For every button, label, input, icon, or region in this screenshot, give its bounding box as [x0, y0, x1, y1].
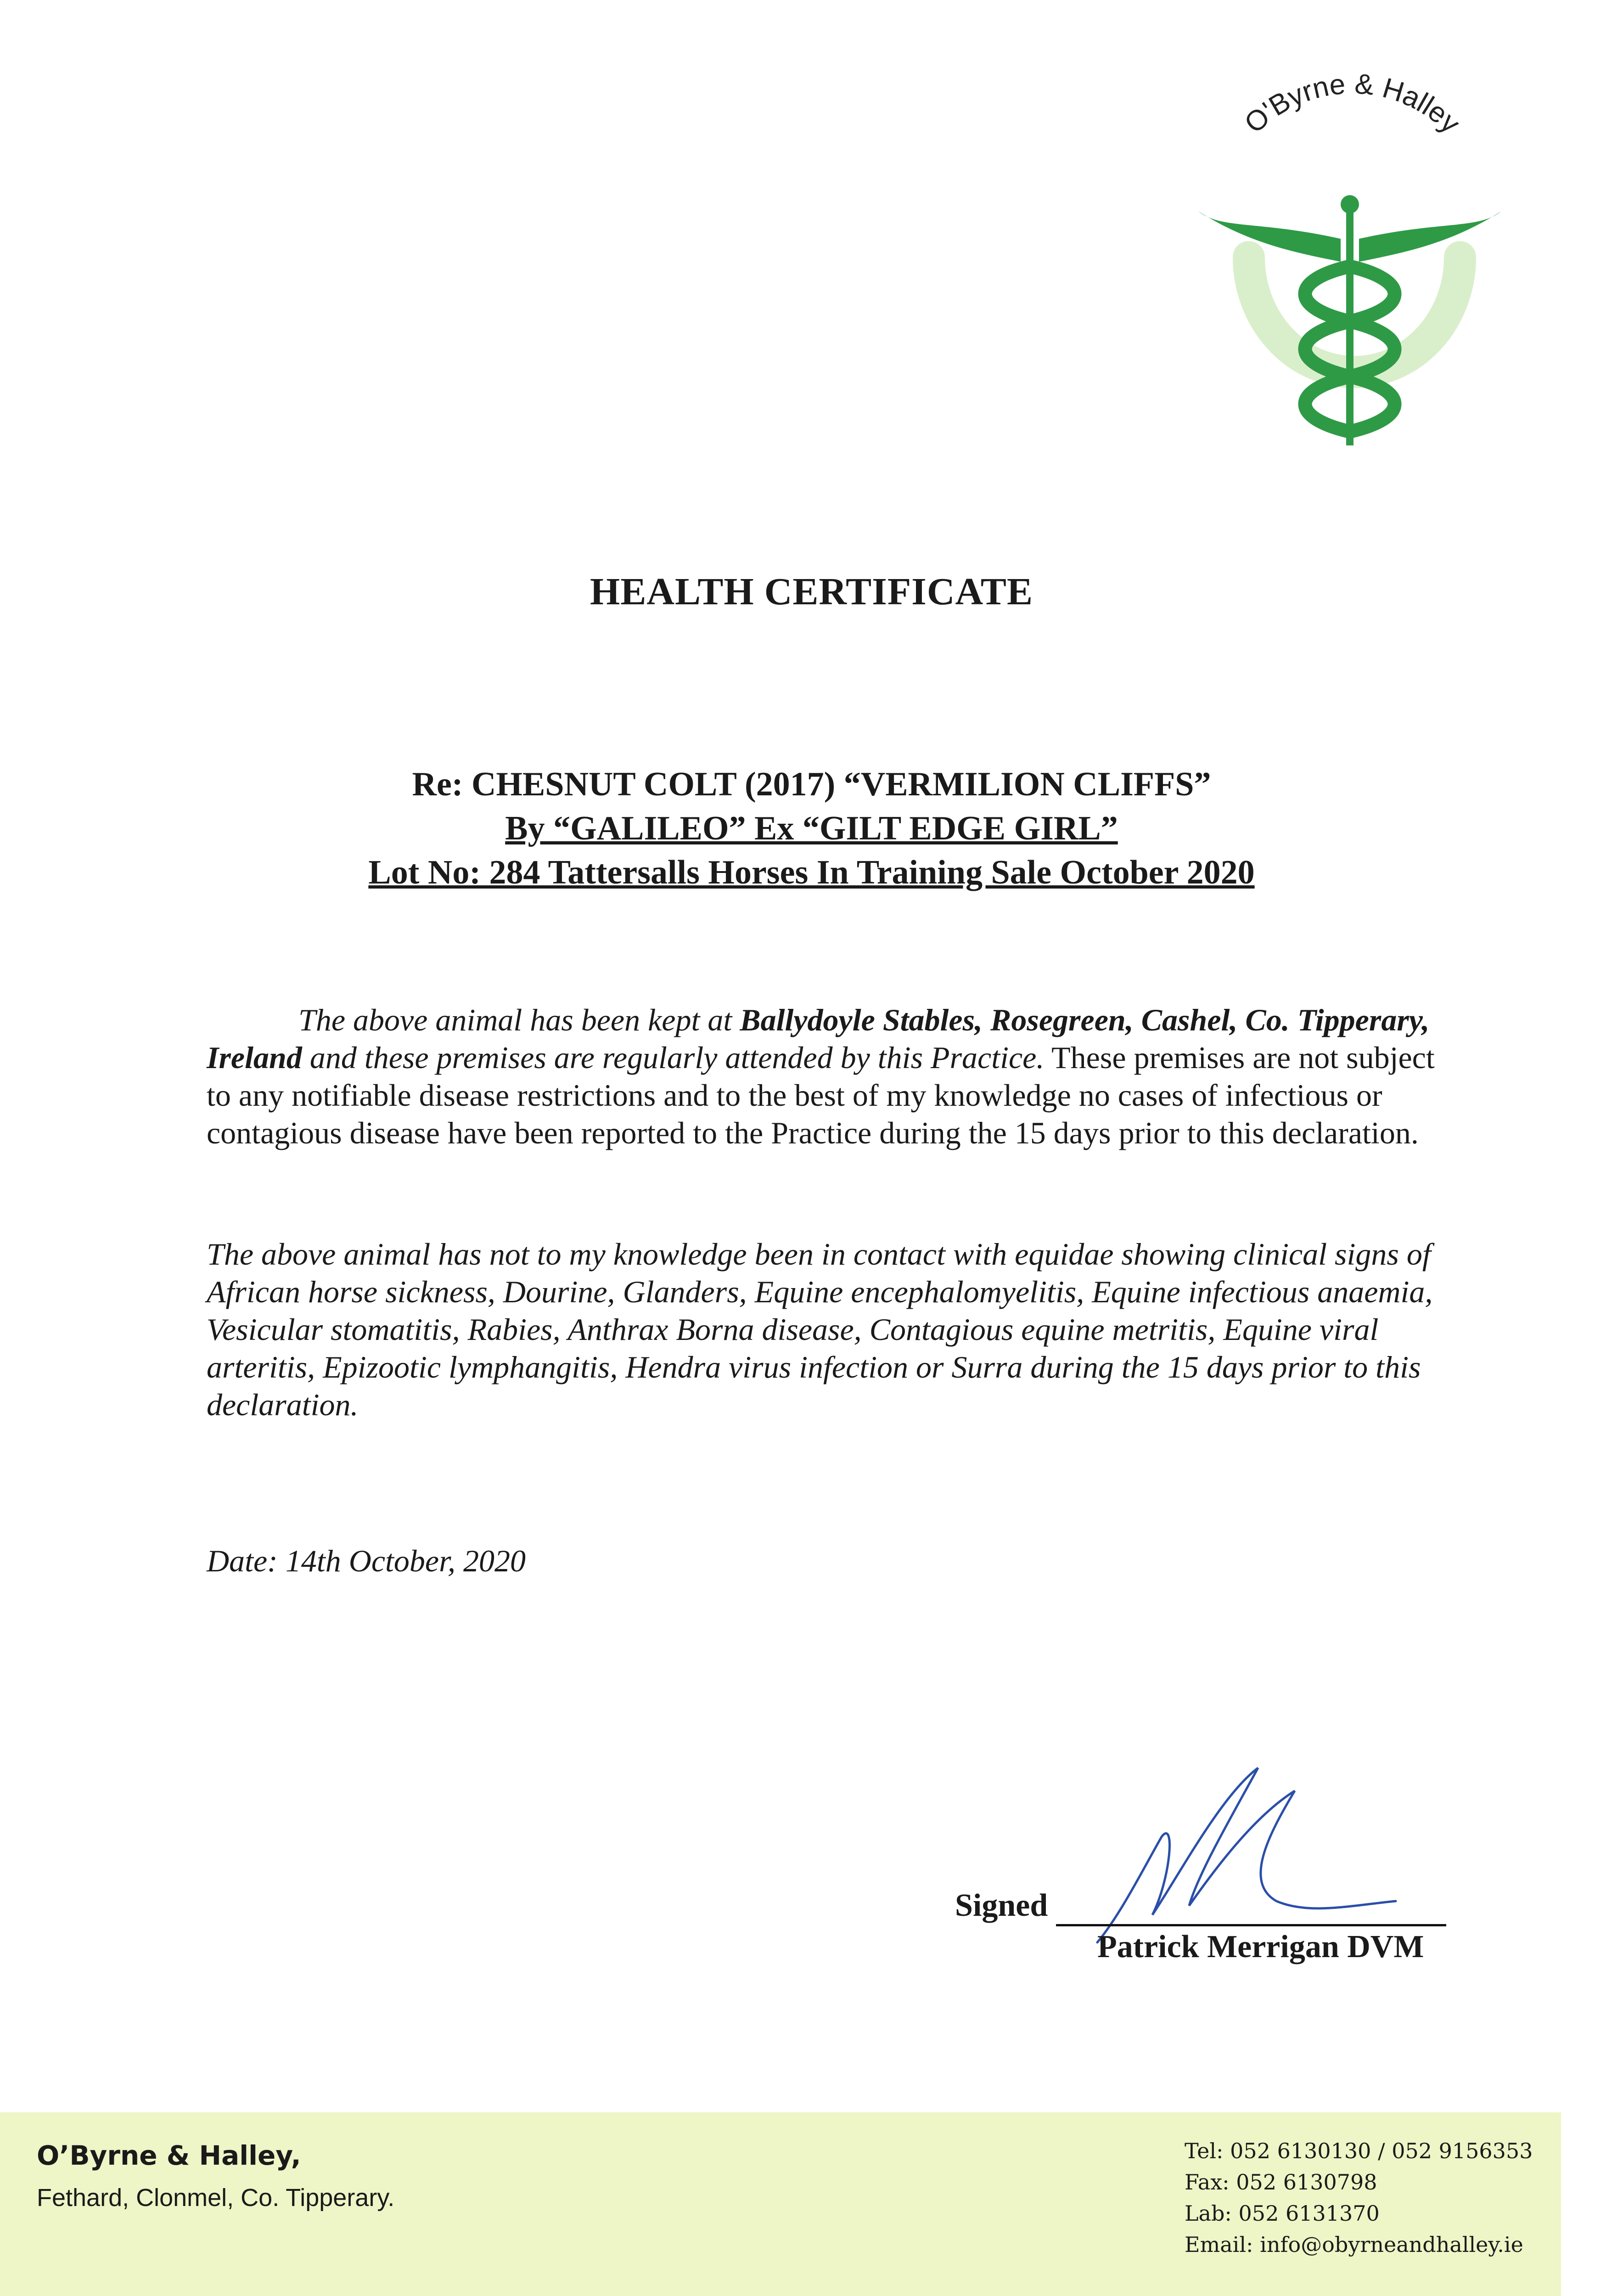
premises-paragraph: [207, 1001, 1446, 1152]
subject-block: [0, 762, 1623, 895]
footer-address: Fethard, Clonmel, Co. Tipperary.: [37, 2184, 395, 2212]
footer-firm-name: O’Byrne & Halley,: [37, 2140, 301, 2171]
svg-text:O'Byrne & Halley: [1238, 68, 1466, 140]
disease-paragraph: The above animal has not to my knowledge been in contact with equidae showing clinical signs of African horse sickness, Dourine, Glanders, Equine encephalomyelitis, Equine infectious anaemia, Vesicular stomatitis, Rabies, Anthrax Borna disease, Contagious equine metritis, Equine viral arteritis, Epizootic lymphangitis, Hendra virus infection or Surra during the 15 days prior to this declaration.: [207, 1237, 1433, 1422]
staff-top: [1341, 195, 1359, 214]
right-wing-shape: [1359, 211, 1501, 262]
lot-line: Lot No: 284 Tattersalls Horses In Training Sale October 2020: [368, 854, 1255, 891]
signature-line: [1056, 1924, 1446, 1926]
footer-email: Email: info@obyrneandhalley.ie: [1185, 2232, 1523, 2257]
footer-fax: Fax: 052 6130798: [1185, 2170, 1377, 2195]
subject-line: Re: CHESNUT COLT (2017) “VERMILION CLIFFS”: [412, 765, 1211, 803]
pedigree-line: By “GALILEO” Ex “GILT EDGE GIRL”: [505, 810, 1118, 847]
footer-tel: Tel: 052 6130130 / 052 9156353: [1185, 2138, 1533, 2163]
footer-contact: [1185, 2135, 1533, 2260]
premises-attended: and these premises are regularly attended by this Practice.: [302, 1040, 1045, 1075]
premises-intro: The above animal has been kept at: [298, 1002, 740, 1037]
signer-name: Patrick Merrigan DVM: [1097, 1929, 1424, 1964]
logo-graphic: [1185, 64, 1515, 459]
caduceus-horseshoe-logo: [1185, 64, 1515, 459]
declaration-date: Date: 14th October, 2020: [207, 1543, 526, 1578]
footer-lab: Lab: 052 6131370: [1185, 2201, 1380, 2226]
left-wing-shape: [1198, 211, 1341, 262]
logo-text: O'Byrne & Halley: [1238, 68, 1466, 140]
handwritten-signature: [1093, 1763, 1414, 1956]
signed-label: Signed: [955, 1888, 1048, 1923]
page-title: HEALTH CERTIFICATE: [590, 570, 1033, 613]
premises-declaration: These premises are not subject to any notifiable disease restrictions and to the best of my knowledge no cases of infectious or contagious disease have been reported to the Practice during the 15 days prior to this declaration.: [207, 1040, 1435, 1150]
premises-location: Ballydoyle Stables, Rosegreen, Cashel, Co. Tipperary, Ireland: [207, 1002, 1430, 1075]
